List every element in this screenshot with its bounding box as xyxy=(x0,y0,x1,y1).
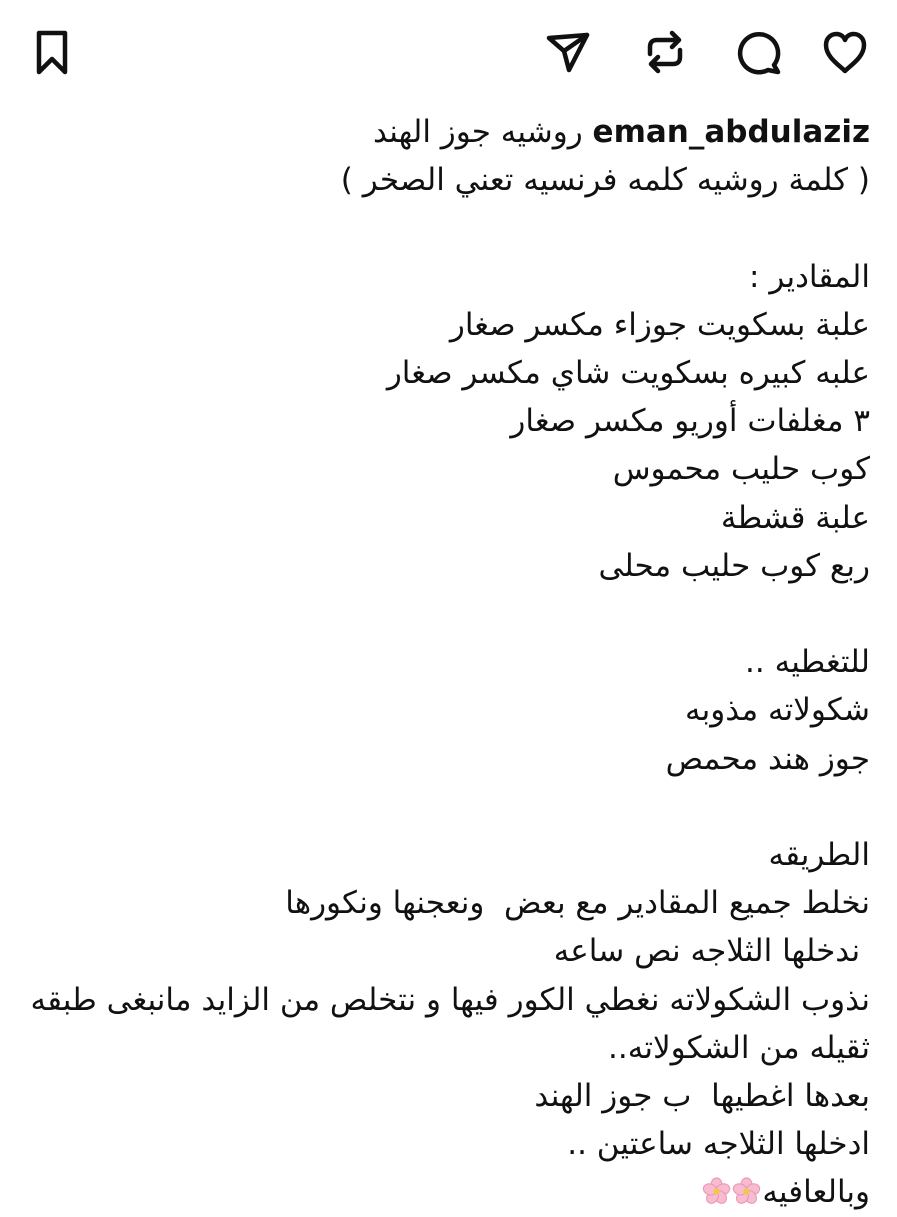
caption-line: الطريقه xyxy=(768,837,870,873)
caption-line xyxy=(20,590,870,638)
cherry-blossom-icon xyxy=(702,1177,731,1206)
share-button[interactable] xyxy=(540,24,596,80)
post-action-bar xyxy=(0,0,897,100)
repost-icon xyxy=(640,27,690,77)
caption-line: وبالعافيه xyxy=(762,1174,870,1211)
comment-icon xyxy=(733,27,783,77)
share-icon xyxy=(543,27,593,77)
caption-line: ربع كوب حليب محلى xyxy=(598,547,870,584)
caption-line: نذوب الشكولاته نغطي الكور فيها و نتخلص من الزايد مانبغى طبقه xyxy=(30,981,870,1018)
post-caption xyxy=(20,108,870,1217)
emoji-group xyxy=(702,1174,762,1210)
caption-line: ادخلها الثلاجه ساعتين .. xyxy=(567,1126,870,1163)
caption-line xyxy=(20,204,870,252)
bookmark-button[interactable] xyxy=(24,24,80,80)
caption-line: علبة بسكويت جوزاء مكسر صغار xyxy=(449,306,870,343)
caption-last-line xyxy=(20,1168,870,1216)
caption-title-line xyxy=(20,108,870,156)
caption-title: روشيه جوز الهند xyxy=(372,114,583,150)
comment-button[interactable] xyxy=(730,24,786,80)
caption-line xyxy=(20,783,870,831)
caption-line: ٣ مغلفات أوريو مكسر صغار xyxy=(510,403,870,440)
repost-button[interactable] xyxy=(637,24,693,80)
like-button[interactable] xyxy=(817,24,873,80)
caption-line: للتغطيه .. xyxy=(745,644,870,681)
like-icon xyxy=(820,27,870,77)
caption-line: جوز هند محمص xyxy=(665,740,870,777)
caption-line: علبه كبيره بسكويت شاي مكسر صغار xyxy=(386,355,870,391)
caption-line: ثقيله من الشكولاته.. xyxy=(608,1029,870,1066)
caption-line: بعدها اغطيها ب جوز الهند xyxy=(534,1078,870,1115)
cherry-blossom-icon xyxy=(732,1177,761,1206)
caption-line: كوب حليب محموس xyxy=(612,451,870,488)
caption-line: شكولاته مذوبه xyxy=(685,692,870,729)
username-link[interactable]: eman_abdulaziz xyxy=(592,114,870,150)
caption-line: نخلط جميع المقادير مع بعض ونعجنها ونكورها xyxy=(285,885,870,922)
caption-line: ( كلمة روشيه كلمه فرنسيه تعني الصخر ) xyxy=(340,162,870,199)
caption-line: المقادير : xyxy=(749,258,870,295)
caption-line: علبة قشطة xyxy=(720,499,870,536)
caption-line: ندخلها الثلاجه نص ساعه xyxy=(553,933,870,970)
bookmark-icon xyxy=(27,27,77,77)
